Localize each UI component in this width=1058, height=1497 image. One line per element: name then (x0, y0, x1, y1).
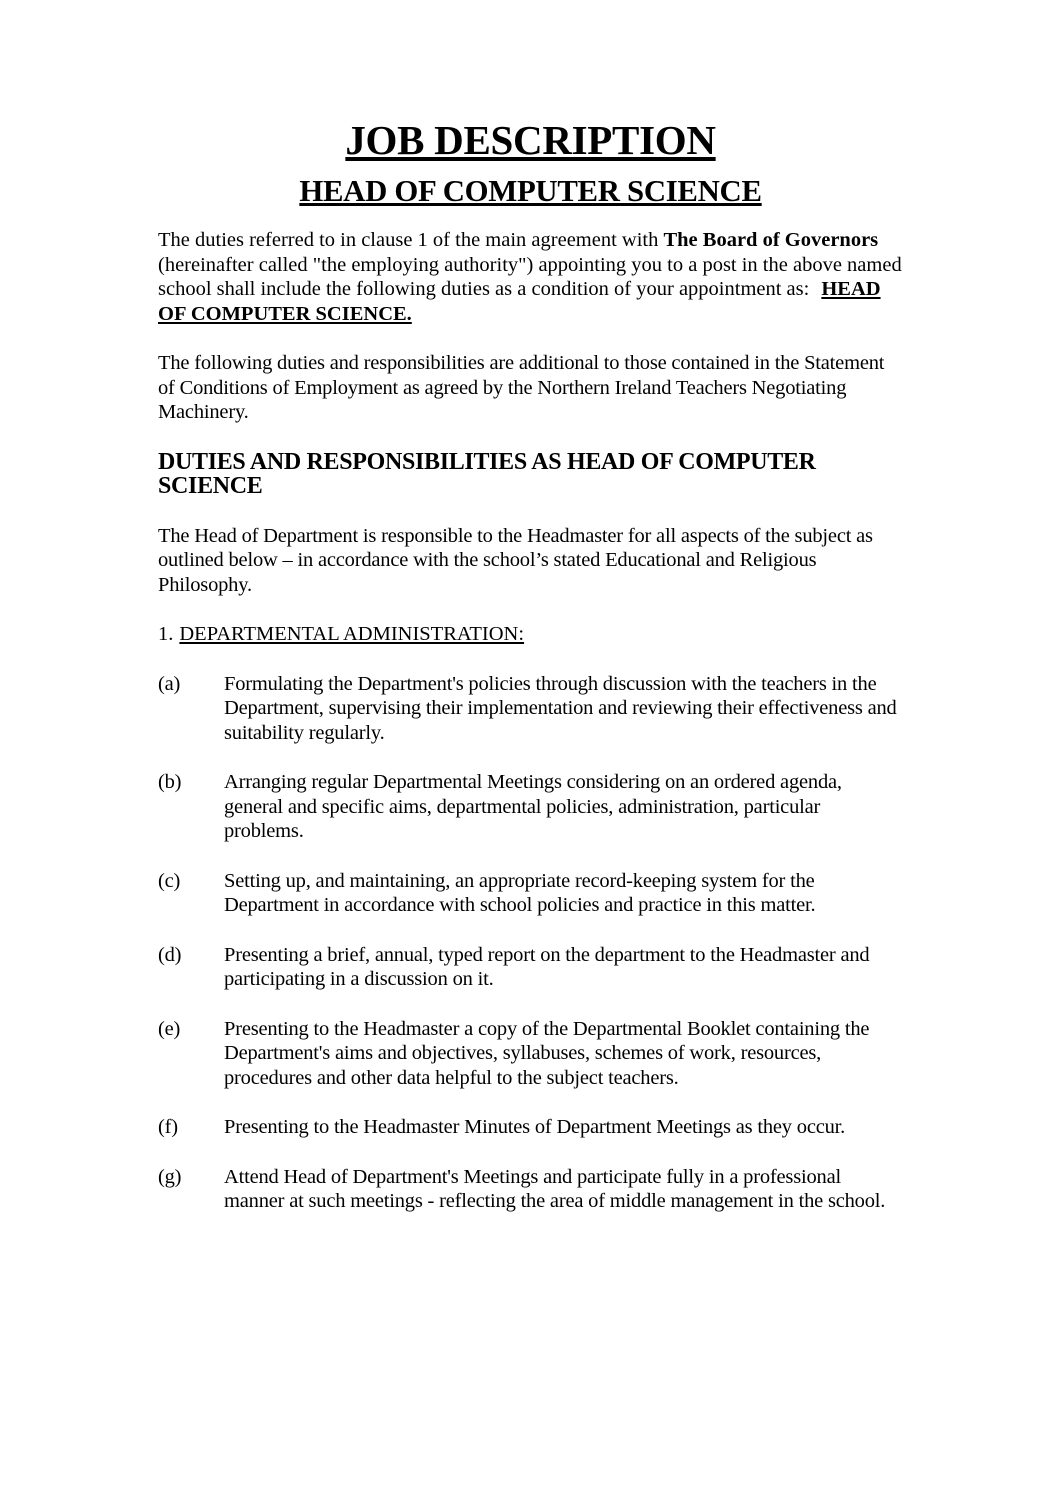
duty-text: Arranging regular Departmental Meetings considering on an ordered agenda, general and specific aims, departmental policies, administration, particular problems. (224, 771, 842, 842)
duty-item-b (158, 770, 903, 844)
duty-item-a (158, 672, 903, 746)
duty-item-e (158, 1017, 903, 1091)
duty-item-g (158, 1165, 903, 1214)
duty-text: Presenting to the Headmaster a copy of the Departmental Booklet containing the Department's aims and objectives, syllabuses, schemes of work, resources, procedures and other data helpful to the subject teachers. (224, 1017, 870, 1089)
appointment-title: HEAD OF COMPUTER SCIENCE. (158, 278, 881, 325)
document-subtitle: HEAD OF COMPUTER SCIENCE (299, 173, 762, 208)
duty-letter: (e) (158, 1017, 181, 1040)
duty-text: Setting up, and maintaining, an appropriate record-keeping system for the Department in accordance with school policies and practice in this matter. (224, 869, 816, 916)
duty-text: Formulating the Department's policies through discussion with the teachers in the Department, supervising their implementation and reviewing their effectiveness and suitability regularly. (224, 672, 897, 744)
duty-item-c (158, 869, 903, 918)
duty-letter: (c) (158, 869, 181, 892)
duty-item-d (158, 943, 903, 992)
document-body (158, 117, 903, 1214)
duty-text: Presenting a brief, annual, typed report on the department to the Headmaster and participating in a discussion on it. (224, 943, 870, 990)
duty-text: Presenting to the Headmaster Minutes of Department Meetings as they occur. (224, 1116, 846, 1138)
subsection-heading (158, 622, 903, 647)
duty-item-f (158, 1115, 903, 1140)
intro-text-part2: (hereinafter called "the employing authority") appointing you to a post in the above named school shall include the following duties as a condition of your appointment as: (158, 253, 902, 300)
duty-letter: (d) (158, 943, 182, 966)
employing-authority-name: The Board of Governors (663, 229, 879, 251)
duty-letter: (g) (158, 1165, 182, 1188)
section-heading: DUTIES AND RESPONSIBILITIES AS HEAD OF COMPUTER SCIENCE (158, 448, 816, 499)
intro-paragraph (158, 228, 903, 326)
additional-duties-note: The following duties and responsibilities are additional to those contained in the Statement of Conditions of Employment as agreed by the Northern Ireland Teachers Negotiating Machinery. (158, 352, 885, 423)
document-title: JOB DESCRIPTION (345, 117, 716, 163)
duty-letter: (b) (158, 771, 182, 793)
duty-letter: (f) (158, 1116, 178, 1138)
duty-text: Attend Head of Department's Meetings and participate fully in a professional manner at such meetings - reflecting the area of middle management in the school. (224, 1165, 886, 1212)
responsibility-statement: The Head of Department is responsible to the Headmaster for all aspects of the subject as outlined below – in accordance with the school’s stated Educational and Religious Philosophy. (158, 524, 873, 596)
subsection-label: DEPARTMENTAL ADMINISTRATION: (179, 623, 525, 645)
subsection-number: 1. (158, 623, 174, 645)
intro-text-part1: The duties referred to in clause 1 of the main agreement with (158, 229, 664, 251)
duty-letter: (a) (158, 672, 181, 695)
